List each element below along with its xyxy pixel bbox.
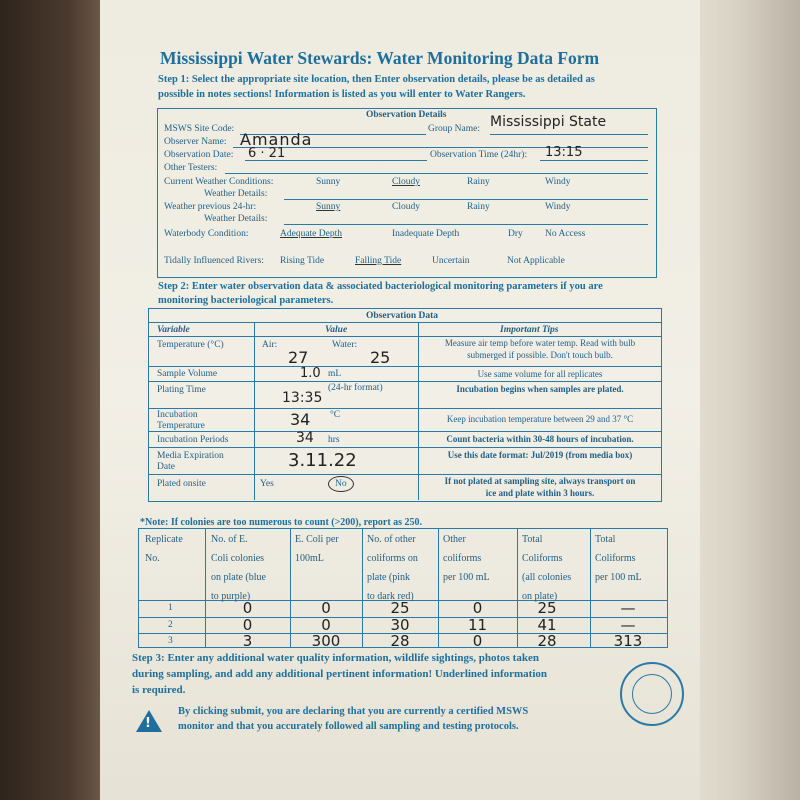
warning-text-line1: By clicking submit, you are declaring that you are currently a certified MSWS: [178, 706, 529, 717]
observation-data-title: Observation Data: [366, 311, 439, 321]
msws-seal-logo: [620, 662, 684, 726]
row2-ecoli-colonies: 0: [242, 616, 253, 634]
tidal-rising[interactable]: Rising Tide: [280, 256, 325, 266]
tidal-falling[interactable]: Falling Tide: [355, 256, 402, 266]
step1-text-line2: possible in notes sections! Information is listed as you will enter to Water Rangers.: [158, 89, 526, 100]
table-rule: [148, 366, 662, 367]
sample-volume-unit: mL: [328, 369, 342, 379]
incubation-periods-unit: hrs: [328, 435, 340, 445]
plating-time-value: 13:35: [282, 390, 323, 406]
sample-volume-value: 1.0: [300, 366, 321, 381]
current-weather-details-label: Weather Details:: [204, 189, 268, 199]
plated-onsite-no[interactable]: No: [328, 476, 354, 492]
current-weather-cloudy[interactable]: Cloudy: [392, 177, 420, 187]
observation-time-label: Observation Time (24hr):: [430, 150, 528, 160]
group-name-field[interactable]: [490, 134, 648, 135]
previous-weather-details-label: Weather Details:: [204, 214, 268, 224]
background-left: [0, 0, 100, 800]
previous-weather-cloudy[interactable]: Cloudy: [392, 202, 420, 212]
incubation-periods-label: Incubation Periods: [157, 435, 229, 445]
waterbody-condition-label: Waterbody Condition:: [164, 229, 249, 239]
header-other-coliforms: No. of other coliforms on plate (pink to dark red): [367, 534, 418, 602]
background-right: [695, 0, 800, 800]
table-rule: [148, 336, 662, 337]
observer-name-label: Observer Name:: [164, 137, 227, 147]
table-rule: [148, 381, 662, 382]
table-rule: [148, 474, 662, 475]
waterbody-no-access[interactable]: No Access: [545, 229, 586, 239]
step2-text-line1: Step 2: Enter water observation data & associated bacteriological monitoring parameters if you are: [158, 281, 603, 292]
row2-ecoli-per-100ml: 0: [321, 616, 331, 634]
tidal-uncertain[interactable]: Uncertain: [432, 256, 470, 266]
plated-onsite-yes[interactable]: Yes: [260, 479, 274, 489]
row3-replicate: 3: [168, 636, 173, 646]
previous-weather-details-field[interactable]: [284, 224, 648, 225]
observation-date-label: Observation Date:: [164, 150, 234, 160]
site-code-label: MSWS Site Code:: [164, 124, 235, 134]
other-testers-label: Other Testers:: [164, 163, 218, 173]
header-total-coliforms-per-100ml: Total Coliforms per 100 mL: [595, 534, 642, 583]
step3-text-line3: is required.: [132, 684, 186, 696]
other-testers-field[interactable]: [225, 173, 648, 174]
plated-onsite-tip-line1: If not plated at sampling site, always transport on: [444, 476, 636, 486]
incubation-temp-tip: Keep incubation temperature between 29 and 37 °C: [446, 414, 634, 424]
plating-time-label: Plating Time: [157, 385, 206, 395]
sample-volume-tip: Use same volume for all replicates: [477, 369, 603, 379]
temperature-tip-line1: Measure air temp before water temp. Read with bulb: [444, 338, 636, 348]
col-value-header: Value: [325, 325, 348, 335]
current-weather-label: Current Weather Conditions:: [164, 177, 274, 187]
header-other-coliforms-per-100ml: Other coliforms per 100 mL: [443, 534, 490, 583]
observation-details-title: Observation Details: [366, 110, 447, 120]
waterbody-adequate-depth[interactable]: Adequate Depth: [280, 229, 342, 239]
header-ecoli-per-100ml: E. Coli per 100mL: [295, 534, 339, 564]
row1-ecoli-per-100ml: 0: [321, 599, 331, 617]
current-weather-details-field[interactable]: [284, 199, 648, 200]
plating-time-unit: (24-hr format): [328, 383, 383, 393]
col-variable-header: Variable: [157, 325, 190, 335]
group-name-value: Mississippi State: [490, 114, 607, 130]
observation-date-value: 6 · 21: [248, 146, 286, 161]
observation-time-field[interactable]: [540, 160, 648, 161]
media-expiration-label-line2: Date: [157, 462, 175, 472]
media-expiration-value: 3.11.22: [288, 450, 357, 471]
sample-volume-label: Sample Volume: [157, 369, 218, 379]
row1-other-per-100ml: 0: [472, 599, 483, 617]
form-title: Mississippi Water Stewards: Water Monitoring Data Form: [160, 48, 600, 68]
row1-ecoli-colonies: 0: [242, 599, 253, 617]
incubation-periods-value: 34: [296, 430, 314, 446]
observer-name-value: Amanda: [240, 130, 313, 149]
tidal-not-applicable[interactable]: Not Applicable: [507, 256, 565, 266]
row3-other-per-100ml: 0: [472, 632, 483, 650]
incubation-temp-label-line2: Temperature: [157, 421, 205, 431]
temperature-tip-line2: submerged if possible. Don't touch bulb.: [467, 350, 613, 360]
previous-weather-sunny[interactable]: Sunny: [316, 202, 341, 212]
waterbody-dry[interactable]: Dry: [508, 229, 523, 239]
previous-weather-windy[interactable]: Windy: [545, 202, 571, 212]
row2-total-coliforms: 41: [537, 616, 557, 634]
step1-text-line1: Step 1: Select the appropriate site location, then Enter observation details, please be as detailed as: [158, 74, 595, 85]
table-rule: [148, 431, 662, 432]
table-rule: [148, 447, 662, 448]
plated-onsite-label: Plated onsite: [157, 479, 206, 489]
header-total-coliforms: Total Coliforms (all colonies on plate): [522, 534, 572, 602]
row3-other-coliforms: 28: [390, 632, 410, 650]
previous-weather-rainy[interactable]: Rainy: [467, 202, 490, 212]
row3-total-per-100ml: 313: [613, 632, 643, 650]
row1-other-coliforms: 25: [390, 599, 410, 617]
group-name-label: Group Name:: [428, 124, 480, 134]
row2-replicate: 2: [168, 620, 173, 630]
incubation-temp-unit: °C: [330, 410, 341, 420]
incubation-temp-label-line1: Incubation: [157, 410, 198, 420]
current-weather-windy[interactable]: Windy: [545, 177, 571, 187]
row1-total-coliforms: 25: [537, 599, 557, 617]
table-rule: [148, 322, 662, 323]
row1-replicate: 1: [168, 603, 173, 613]
step3-text-line1: Step 3: Enter any additional water quality information, wildlife sightings, photos taken: [132, 652, 539, 664]
row3-total-coliforms: 28: [537, 632, 557, 650]
colonies-note: *Note: If colonies are too numerous to count (>200), report as 250.: [140, 517, 423, 528]
header-replicate: Replicate No.: [145, 534, 183, 564]
seal-wave-icon: [632, 674, 672, 714]
temperature-label: Temperature (°C): [157, 340, 224, 350]
current-weather-sunny[interactable]: Sunny: [316, 177, 341, 187]
row2-other-coliforms: 30: [390, 616, 410, 634]
plating-time-tip: Incubation begins when samples are plated.: [456, 384, 624, 394]
air-label: Air:: [262, 340, 278, 350]
warning-icon-mark: !: [145, 716, 151, 731]
tidal-rivers-label: Tidally Influenced Rivers:: [164, 256, 264, 266]
weather-previous-label: Weather previous 24-hr:: [164, 202, 257, 212]
current-weather-rainy[interactable]: Rainy: [467, 177, 490, 187]
row1-total-per-100ml: —: [620, 599, 636, 617]
row2-other-per-100ml: 11: [467, 616, 488, 634]
water-temp-value: 25: [370, 348, 391, 367]
incubation-temp-value: 34: [290, 410, 311, 429]
plated-onsite-tip-line2: ice and plate within 3 hours.: [485, 488, 595, 498]
waterbody-inadequate-depth[interactable]: Inadequate Depth: [392, 229, 460, 239]
row3-ecoli-per-100ml: 300: [311, 632, 341, 650]
observation-time-value: 13:15: [545, 145, 583, 160]
col-tips-header: Important Tips: [500, 325, 559, 335]
warning-text-line2: monitor and that you accurately followed all sampling and testing protocols.: [178, 721, 519, 732]
media-expiration-label-line1: Media Expiration: [157, 451, 224, 461]
table-rule: [148, 408, 662, 409]
step2-text-line2: monitoring bacteriological parameters.: [158, 295, 334, 306]
water-label: Water:: [332, 340, 358, 350]
air-temp-value: 27: [288, 348, 309, 367]
row2-total-per-100ml: —: [620, 616, 636, 634]
header-ecoli-colonies: No. of E. Coli colonies on plate (blue to purple): [211, 534, 266, 602]
step3-text-line2: during sampling, and add any additional pertinent information! Underlined information: [132, 668, 548, 680]
incubation-periods-tip: Count bacteria within 30-48 hours of incubation.: [446, 434, 634, 444]
media-expiration-tip: Use this date format: Jul/2019 (from media box): [447, 450, 633, 460]
row3-ecoli-colonies: 3: [242, 632, 253, 650]
